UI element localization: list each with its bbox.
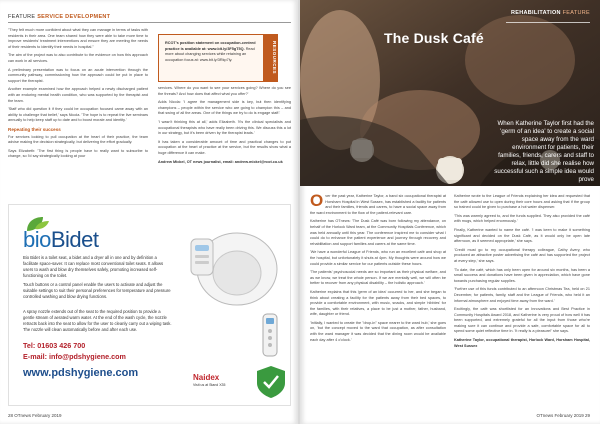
resources-lead: RCOT's position statement on occupation-centred practice is available at: www.bit.ly/3F5gT5Q. <box>165 41 256 51</box>
remote-control-image <box>261 313 279 357</box>
right-column-1 <box>310 191 446 346</box>
byline: Katherine Taylor, occupational therapist, Horlock Ward, Horsham Hospital, West Sussex <box>454 338 590 348</box>
hero-photo <box>300 0 600 186</box>
paragraph: 'Credit must go to my occupational therapy colleague, Cathy Avery, who produced an attractive poster advertising the café and has supported the project at every step,' she says. <box>454 247 590 263</box>
running-header-left <box>8 14 110 20</box>
page-folio-left: 28 OTnews February 2019 <box>8 413 62 418</box>
paragraph: Excitingly, the café was shortlisted for an Innovations and Best Practice in Community Hospitals Award 2018, and Katherine is very proud of how well it has been supported, and extremely grateful for all the input from those who're making sure it can continue and provide a safe, comfortable space for all to spend some quiet reflective time in. 'It really is a pleasure!' she says. <box>454 307 590 334</box>
right-page <box>300 0 600 424</box>
paragraph: Finally, Katherine wanted to name the café. 'I was keen to make it something significant and decided on the Dusk Café, as it would only be open late afternoon, as it seemed appropriate,' she says. <box>454 227 590 244</box>
header-rule <box>8 22 291 23</box>
ad-website[interactable]: www.pdshygiene.com <box>23 367 139 379</box>
subheading: Repeating their success <box>8 126 61 132</box>
paragraph: "They felt much more confident about what they can manage in terms of tasks with residents in their area. One team shared how they were able to take more time to improve residents' treatment interventions and ensure they are meeting the needs of their residents to identify their needs in hospital." <box>8 28 148 49</box>
paragraph: For services looking to pull occupation at the heart of their practice, the team advise making the decision strategically, but delivering the effort gradually. <box>8 134 148 145</box>
bidet-seat-image <box>177 219 285 314</box>
left-page <box>0 0 298 424</box>
naidex-logo: Naidex <box>193 373 220 382</box>
paragraph: 'Initially, I wanted to create the "drop-in" space nearer to the ward hub,' she goes on, 'but the concept moved to the ward that occupation, as after consultation with the ward manager it was decided that the dining room would be available each day after 4 o'clock.' <box>310 320 446 342</box>
drop-cap: O <box>310 191 324 210</box>
standfirst: When Katherine Taylor first had the 'germ of an idea' to create a social space away from the ward environment for patients, their families, friends, carers and staff to relax, little did she realise how successful such a simple idea would prove <box>494 120 594 183</box>
paragraph: 'To date, the café, which has only been open for around six months, has been a small success and donations have been given in appreciation, which have gone towards purchasing regular supplies. <box>454 267 590 283</box>
header-rule <box>506 22 590 23</box>
paragraph: Another example examined how the approach helped a newly discharged patient with an enduring mental health condition, who was supported by the therapist and the team. <box>8 87 148 103</box>
paragraph: 'The patients' psychosocial needs are so important as their physical welfare, and as we know, we treat the whole person. If we are mentally well, we will often be better to recover from any physical disability – the holistic approach.' <box>310 270 446 286</box>
paragraph: The aim of the project was to also contribute to the evidence on how this approach can work in all services. <box>8 53 148 63</box>
section-title: FEATURE <box>562 10 590 16</box>
ad-paragraph: A spray nozzle extends out of the seat to the required position to provide a gentle stream of aerated warm water. At the end of the wash cycle, the nozzle retracts back into the seat to allow for the user to cleanly carry out a wiping task. The nozzle will clean automatically before and after each use. <box>23 309 172 332</box>
paragraph: services. Where do you want to see your services going? Where do you see the threats? And how does that affect what you offer?' <box>158 86 291 96</box>
naidex-stand: Visit us at Stand X35 <box>193 383 226 387</box>
paragraph: Says Elizabeth: 'The first thing is people have to really want to subscribe to change, so I'd say strategically looking at your <box>8 148 148 159</box>
paragraph: 'Staff who did question it if they could be occupation focused came away with an ability to challenge that belief,' says Nicola. 'The hope is to repeat the live seminars annually to help keep staff up to date and to boost morale and identity.' <box>8 107 148 123</box>
paragraph: Adds Nicola: 'I agree the management side is key, but then identifying champions – people within the service who are going to champion this – and that swing of all the areas. One of the things we try to do is engage staff.' <box>158 100 291 116</box>
byline: Andrew Mickel, OT news journalist, email: andrew.mickel@rcot.co.uk <box>158 159 283 164</box>
paragraph: 'This was warmly agreed to, and the funds supplied. They also provided the café with mugs, which helped enormously.' <box>454 213 590 224</box>
paragraph: Katherine wrote to the League of Friends explaining her idea and requested that the café allowed use to open during their core hours and asking that if the group so trained could be given to purchase a hot water dispenser. <box>454 194 590 210</box>
biobidet-logo: bioBidet <box>23 227 99 252</box>
paragraph: 'I wasn't thinking this at all,' adds Elizabeth. 'It's the clinical specialists and occupational therapists who have really been driving this. We discuss this a lot in our strategy, but it's been driven by the therapist leads.' <box>158 119 291 136</box>
paragraph: Katherine explains that this 'germ of an idea' occurred to her, and she began to think about creating a facility for the patients away from their bed spaces, to provide a comfortable environment, with music, snacks, and simple 'nibbles' for the families, with their relatives, a place to be just a mother, father, husband, wife, daughter or friend. <box>310 289 446 317</box>
paragraph: It has taken a considerable amount of time and practical changes to put occupation at the heart of practice at the service, but the results show what a huge difference it can make. <box>158 139 291 155</box>
biobidet-advert <box>8 204 291 406</box>
left-column-1 <box>8 28 148 163</box>
pds-hygiene-shield-icon <box>255 365 287 399</box>
section-label: FEATURE <box>8 14 36 20</box>
paragraph: A preliminary presentation was to focus on an acute intervention through the community pathway, commissioning how the approach could be put in place to support the therapist. <box>8 67 148 83</box>
article-title: The Dusk Café <box>384 30 484 46</box>
resources-text <box>165 41 260 63</box>
resources-tab: RESOURCES <box>263 35 277 81</box>
paragraph: Katherine has OTnews: 'The Dusk Café was born following my attendance, on behalf of the Horlock Ward team, at the Community Hospitals Conference, which was held annually until this year. The conference inspired me to consider what I could do to enhance the patient experience and journey through recovery and rehabilitation and support families and carers at the same time. <box>310 219 446 246</box>
section-label: REHABILITATION <box>510 10 561 16</box>
right-column-2 <box>454 194 590 352</box>
ad-paragraph: Bio Bidet is a toilet seat, a bidet and a dryer all in one and by definition a facilitate space-saver. It can replace most conventional toilet seats. It allows users to wash and blow dry themselves safely, promoting increased self-functioning on the toilet. <box>23 255 164 278</box>
section-title: SERVICE DEVELOPMENT <box>37 14 111 20</box>
running-header-right <box>511 10 590 16</box>
paragraph: 'We have a wonderful League of Friends, who run an excellent café and shop at the hospital, but unfortunately it shuts at 4pm. My thoughts were around how we could provide a similar service for our patients outside these hours. <box>310 250 446 266</box>
ad-email[interactable]: E-mail: info@pdshygiene.com <box>23 352 126 361</box>
left-column-2 <box>158 86 291 168</box>
paragraph: 'Further use of this funds contributed to an afternoon Christmas Tea, held on 21 December, for patients, family, staff and the League of Friends, who held it an informal atmosphere and enjoyed time away from the ward.' <box>454 287 590 303</box>
paragraph: Over the past year, Katherine Taylor, a band six occupational therapist at Horsham Hospital in West Sussex, has established a facility for patients and their families, friends and carers, to have a social space away from the ward environment to the flow of the patient-relevant care. <box>310 191 446 215</box>
ad-paragraph: Touch buttons or a control panel enable the users to activate and adjust the suitable settings to suit their personal preferences for temperature and pressure controlled washing and blow drying functions. <box>23 282 171 299</box>
resources-box <box>158 34 278 82</box>
page-folio-right: OTnews February 2019 29 <box>536 413 590 418</box>
resources-body: Read more about changing services while retaining an occupation focus at: www.bit.ly/3Rkp7ly. <box>165 46 255 62</box>
ad-telephone: Tel: 01603 426 700 <box>23 341 86 350</box>
